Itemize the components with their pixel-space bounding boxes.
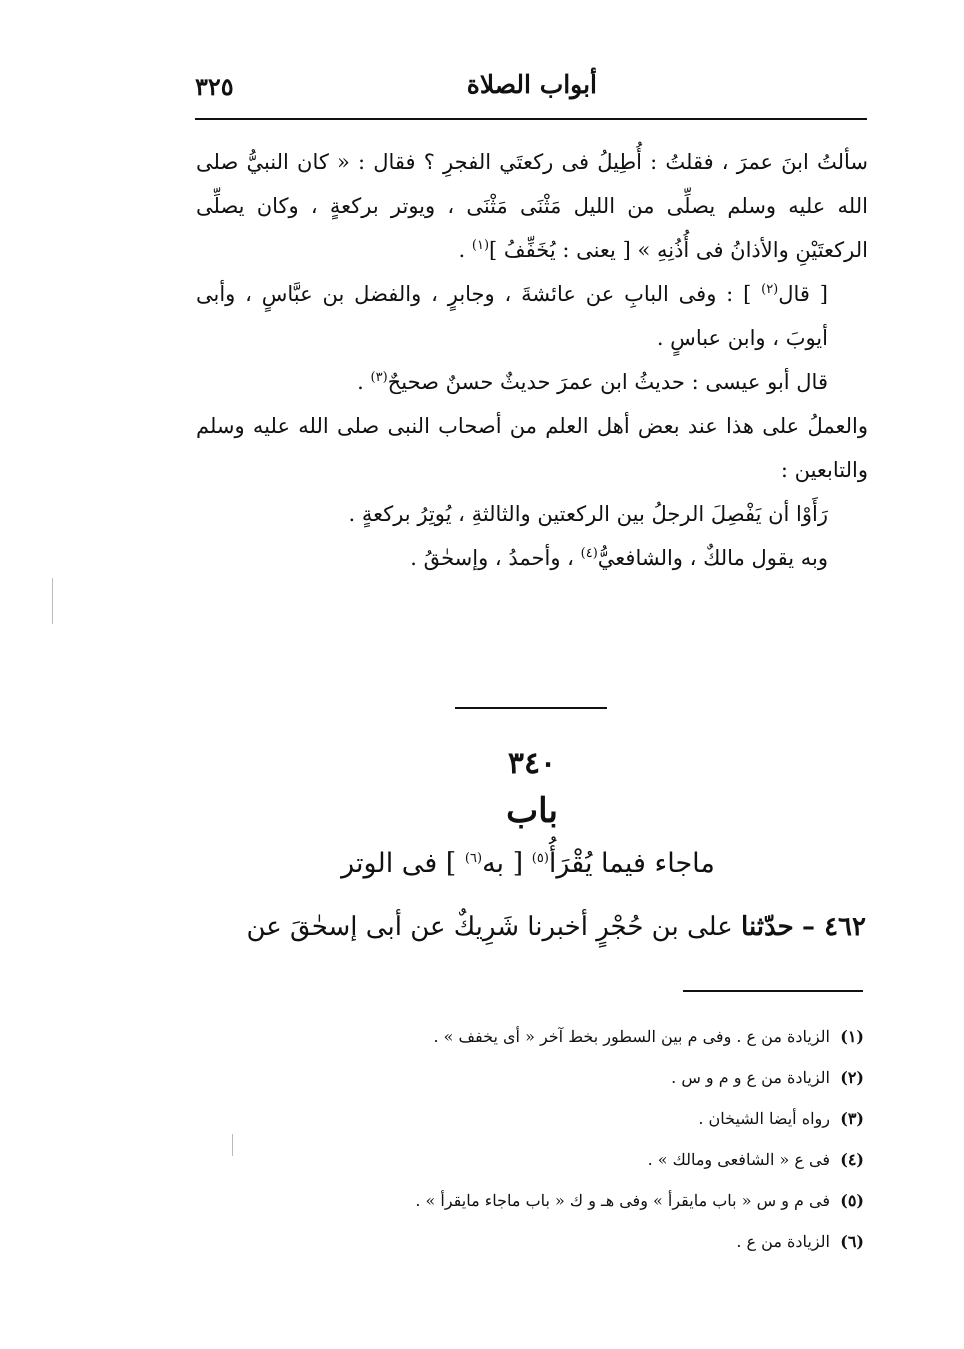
references-body: ] : وفى البابِ عن عائشةَ ، وجابرٍ ، والفضل بن عبَّاسٍ ، وأبى أيوبَ ، وابن عباسٍ .: [196, 282, 828, 350]
footnote-6: [300, 1221, 864, 1262]
footnote-number: (٤): [840, 1150, 864, 1169]
scholars-end: ، وأحمدُ ، وإسحٰقُ .: [410, 546, 581, 570]
footnote-divider: [683, 990, 863, 992]
scholars-start: وبه يقول مالكٌ ، والشافعيُّ: [597, 546, 828, 570]
paragraph-grading: [196, 360, 868, 404]
footnote-text: رواه أيضا الشيخان .: [698, 1109, 830, 1128]
footnotes: [300, 1016, 864, 1262]
footnote-number: (١): [840, 1027, 864, 1046]
footnote-text: فى م و س « باب مايقرأ » وفى هـ و ك « باب ماجاء مايقرأ » .: [415, 1191, 830, 1210]
section-divider: [455, 707, 607, 709]
page-number: ٣٢٥: [195, 72, 234, 101]
footnote-1: [300, 1016, 864, 1057]
paragraph-hadith-text: [196, 140, 868, 272]
hadith-lead-word: حدّثنا: [741, 912, 794, 942]
header-rule: [195, 118, 867, 120]
grading-text: قال أبو عيسى : حديثُ ابن عمرَ حديثٌ حسنٌ صحيحٌ: [387, 370, 828, 394]
chapter-title-end: ] فى الوتر: [341, 848, 465, 879]
chapter-title-start: ماجاء فيما يُقْرَأُ: [548, 848, 715, 879]
paragraph-hadith-end: .: [458, 238, 472, 262]
page-header: [195, 64, 867, 116]
footnote-ref-4: (٤): [580, 546, 598, 561]
footnote-4: [300, 1139, 864, 1180]
footnote-number: (٣): [840, 1109, 864, 1128]
footnote-5: [300, 1180, 864, 1221]
footnote-ref-2: (٢): [761, 282, 779, 297]
footnote-number: (٦): [840, 1232, 864, 1251]
paragraph-opinion: رَأَوْا أن يَفْصِلَ الرجلُ بين الركعتين والثالثةِ ، يُوتِرُ بركعةٍ .: [348, 502, 828, 526]
running-title: أبواب الصلاة: [466, 70, 597, 99]
footnote-3: [300, 1098, 864, 1139]
grading-end: .: [357, 370, 371, 394]
footnote-ref-5: (٥): [531, 851, 549, 866]
paragraph-hadith-body: سألتُ ابنَ عمرَ ، فقلتُ : أُطِيلُ فى ركعتَي الفجرِ ؟ فقال : « كان النبيُّ صلى الله عليه وسلم يصلِّى من الليل مَثْنَى مَثْنَى ، ويوتر بركعةٍ ، وكان يصلِّى الركعتَيْنِ والأذانُ فى أُذُنِهِ » [ يعنى : يُخَفِّفُ ]: [196, 150, 868, 262]
footnote-ref-3: (٣): [370, 370, 388, 385]
chapter-number: ٣٤٠: [507, 746, 557, 781]
footnote-text: الزيادة من ع و م و س .: [671, 1068, 830, 1087]
scan-speck: [232, 1134, 233, 1156]
hadith-number: ٤٦٢ –: [802, 912, 866, 942]
footnote-text: الزيادة من ع .: [736, 1232, 830, 1251]
footnote-ref-1: (١): [471, 238, 490, 253]
chapter-title: [0, 848, 964, 879]
footnote-text: فى ع « الشافعى ومالك » .: [647, 1150, 830, 1169]
chapter-title-mid: [ به: [482, 848, 532, 879]
main-text: [196, 140, 868, 580]
chapter-label: باب: [506, 791, 558, 831]
footnote-number: (٥): [840, 1191, 864, 1210]
footnote-ref-6: (٦): [464, 851, 483, 866]
footnote-text: الزيادة من ع . وفى م بين السطور بخط آخر « أى يخفف » .: [433, 1027, 830, 1046]
scan-speck: [52, 578, 53, 624]
footnote-2: [300, 1057, 864, 1098]
hadith-chain-text: على بن حُجْرٍ أخبرنا شَرِيكٌ عن أبى إسحٰقَ عن: [246, 912, 733, 942]
paragraph-practice: والعملُ على هذا عند بعض أهل العلم من أصحاب النبى صلى الله عليه وسلم والتابعين :: [196, 414, 868, 482]
paragraph-scholars: [196, 536, 868, 580]
references-open: [ قال: [778, 282, 828, 306]
hadith-isnad-line: [196, 912, 866, 942]
paragraph-references: [196, 272, 868, 360]
footnote-number: (٢): [840, 1068, 864, 1087]
